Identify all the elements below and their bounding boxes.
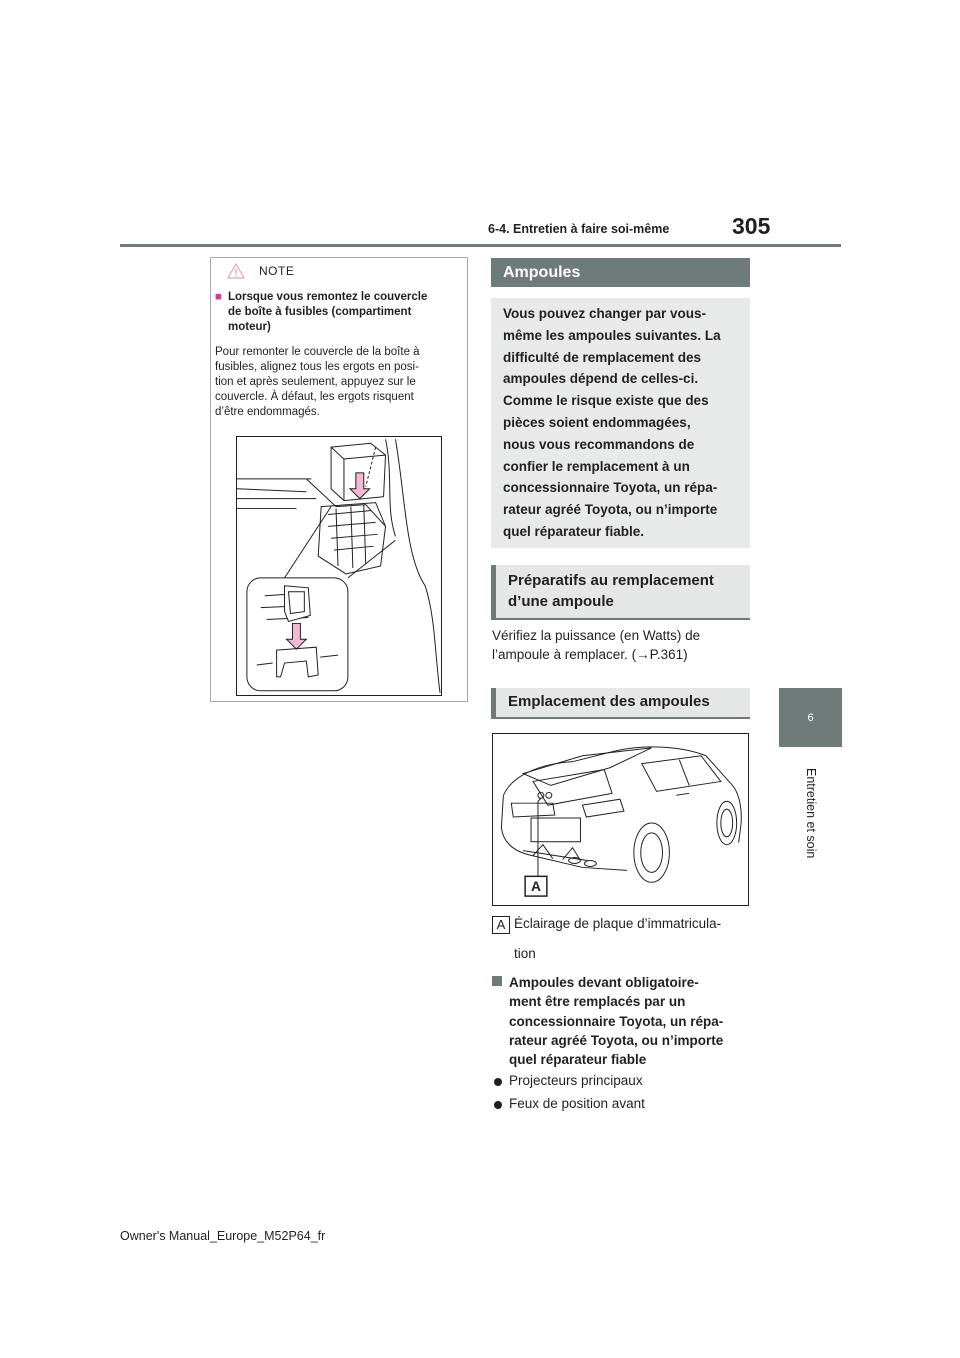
intro-line: difficulté de remplacement des bbox=[503, 349, 702, 365]
note-heading-line: moteur) bbox=[228, 321, 271, 333]
note-body-line: couvercle. À défaut, les ergots risquent bbox=[215, 391, 414, 403]
note-heading: ■ Lorsque vous remontez le couvercle de boîte à fusibles (compartiment moteur) bbox=[215, 290, 460, 335]
ampoules-title: Ampoules bbox=[491, 258, 750, 287]
callout-text-continued: tion bbox=[514, 946, 536, 961]
preparation-text-line: l’ampoule à remplacer. (→P.361) bbox=[492, 647, 688, 662]
bullet-icon bbox=[494, 1101, 502, 1109]
note-body-line: Pour remonter le couvercle de la boîte à bbox=[215, 346, 420, 358]
list-item-text: Projecteurs principaux bbox=[509, 1073, 643, 1088]
intro-line: concessionnaire Toyota, un répa- bbox=[503, 480, 718, 496]
preparation-title-line: Préparatifs au remplacement bbox=[508, 572, 714, 589]
header-divider bbox=[120, 244, 841, 247]
chapter-number: 6 bbox=[807, 711, 814, 724]
intro-line: quel réparateur fiable. bbox=[503, 523, 645, 539]
intro-line: nous vous recommandons de bbox=[503, 436, 695, 452]
section-title: 6-4. Entretien à faire soi-même bbox=[488, 222, 670, 236]
dealer-heading-line: ment être remplacés par un bbox=[509, 994, 686, 1010]
intro-line: Vous pouvez changer par vous- bbox=[503, 306, 707, 321]
preparation-text bbox=[492, 626, 750, 664]
callout-label: A bbox=[492, 916, 510, 934]
list-item-text: Feux de position avant bbox=[509, 1096, 645, 1111]
figure-label-a: A bbox=[530, 878, 541, 895]
intro-line: Comme le risque existe que des bbox=[503, 393, 709, 409]
dealer-heading-line: rateur agréé Toyota, ou n’importe bbox=[509, 1032, 724, 1048]
intro-line: confier le remplacement à un bbox=[503, 458, 690, 474]
intro-line: pièces soient endommagées, bbox=[503, 414, 691, 430]
bullet-icon bbox=[494, 1078, 502, 1086]
note-title: NOTE bbox=[259, 264, 295, 278]
rear-car-illustration bbox=[492, 733, 749, 906]
preparation-text-line: Vérifiez la puissance (en Watts) de bbox=[492, 628, 701, 643]
dealer-heading-line: quel réparateur fiable bbox=[509, 1052, 647, 1068]
warning-icon bbox=[227, 263, 245, 279]
intro-line: même les ampoules suivantes. La bbox=[503, 327, 721, 343]
intro-line: rateur agréé Toyota, ou n’importe bbox=[503, 502, 718, 518]
note-body-line: fusibles, alignez tous les ergots en posi- bbox=[215, 361, 419, 373]
note-body bbox=[215, 345, 455, 420]
fuse-box-cover-illustration bbox=[236, 436, 442, 696]
dealer-heading-line: concessionnaire Toyota, un répa- bbox=[509, 1013, 724, 1029]
chapter-tab bbox=[779, 688, 842, 747]
preparation-title-line: d’une ampoule bbox=[508, 593, 614, 610]
intro-line: ampoules dépend de celles-ci. bbox=[503, 371, 699, 387]
page-number: 305 bbox=[732, 213, 771, 239]
dealer-heading bbox=[492, 973, 750, 1069]
footer-text: Owner's Manual_Europe_M52P64_fr bbox=[120, 1229, 326, 1243]
note-body-line: tion et après seulement, appuyez sur le bbox=[215, 376, 416, 388]
note-heading-line: de boîte à fusibles (compartiment bbox=[228, 306, 412, 318]
list-item bbox=[492, 1096, 645, 1111]
list-item bbox=[492, 1073, 643, 1088]
preparation-title bbox=[491, 565, 750, 620]
callout-text: Éclairage de plaque d’immatricula- bbox=[514, 916, 722, 931]
note-heading-line: Lorsque vous remontez le couvercle bbox=[228, 291, 428, 303]
chapter-name: Entretien et soin bbox=[804, 768, 818, 859]
intro-box bbox=[491, 298, 750, 548]
note-body-line: d’être endommagés. bbox=[215, 406, 320, 418]
location-title: Emplacement des ampoules bbox=[491, 688, 750, 719]
dealer-heading-line: Ampoules devant obligatoire- bbox=[509, 975, 699, 990]
square-bullet-icon bbox=[492, 976, 502, 986]
